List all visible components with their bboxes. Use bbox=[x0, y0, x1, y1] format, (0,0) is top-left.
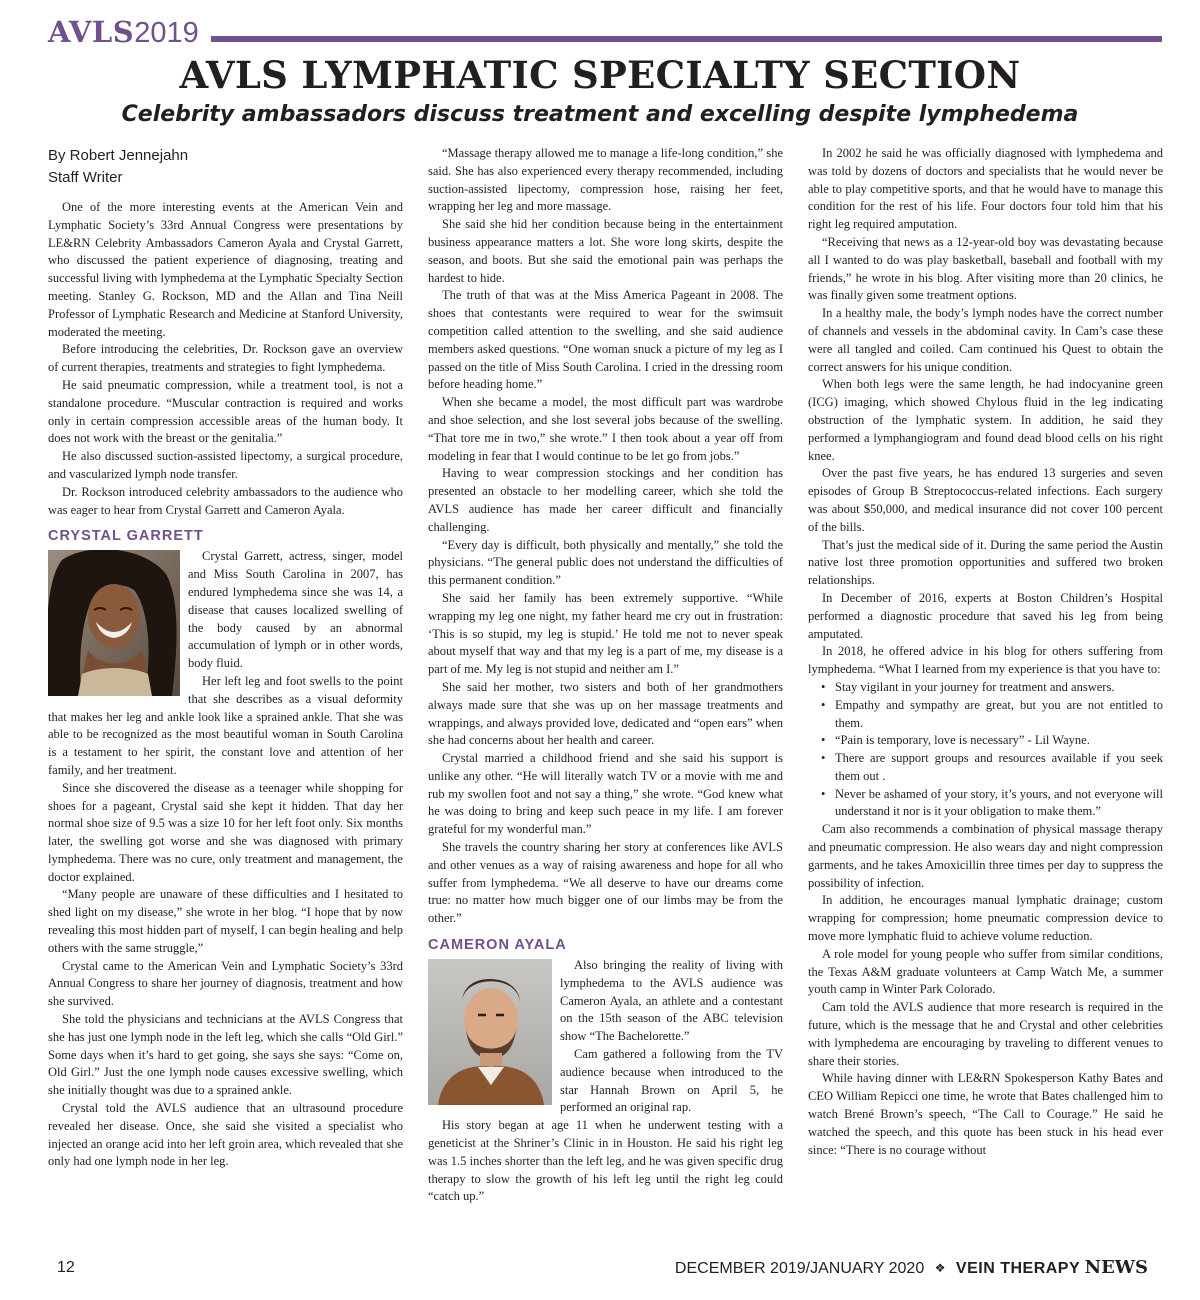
list-item: • Empathy and sympathy are great, but you are not entitled to them. bbox=[808, 697, 1163, 733]
header-rule bbox=[211, 36, 1162, 42]
subhead-cameron-ayala: CAMERON AYALA bbox=[428, 937, 567, 954]
paragraph: When she became a model, the most difficult part was wardrobe and shoe selection, and she lost several jobs because of the swelling. “That tore me in two,” she wrote.” I then took about a year off from modeling in fear that I would continue to be let go from jobs.” bbox=[428, 395, 783, 463]
byline-author: By Robert Jennejahn bbox=[48, 147, 189, 164]
page-header bbox=[48, 14, 1162, 48]
column-2 bbox=[428, 145, 783, 1206]
avls-brand bbox=[48, 16, 199, 49]
paragraph: His story began at age 11 when he underwent testing with a geneticist at the Shriner’s Clinic in in Houston. He said his right leg was 1.5 inches shorter than the left leg, and he was given specific drug therapy to slow the growth of his left leg until the right leg could “catch up.” bbox=[428, 1118, 783, 1204]
paragraph: In December of 2016, experts at Boston Children’s Hospital performed a diagnostic procedure that saved his leg from being amputated. bbox=[808, 590, 1163, 641]
paragraph: Over the past five years, he has endured 13 surgeries and seven episodes of Group B Streptococcus-related infections. Each surgery was about $50,000, and medical insurance did not cover 100 percent of the bills. bbox=[808, 466, 1163, 534]
page-footer bbox=[48, 1257, 1162, 1281]
brand-avls: AVLS bbox=[48, 15, 135, 49]
paragraph: Crystal came to the American Vein and Lymphatic Society’s 33rd Annual Congress to share her journey of diagnosis, treatment and how she survived. bbox=[48, 958, 403, 1009]
paragraph: In 2002 he said he was officially diagnosed with lymphedema and was told by dozens of doctors and specialists that he would never be able to play competitive sports, and that he would have to manage this condition for the rest of his life. Four doctors four told him that his right leg required amputation. bbox=[808, 146, 1163, 232]
crystal-garrett-photo bbox=[48, 550, 180, 696]
diamond-ornament-icon: ❖ bbox=[934, 1261, 946, 1275]
subhead-crystal-garrett: CRYSTAL GARRETT bbox=[48, 528, 204, 545]
paragraph: She told the physicians and technicians at the AVLS Congress that she has just one lymph node in the left leg, which she calls “Old Girl.” Some days when it’s hard to get going, she says she says: “Come on, Old Girl.” Just the one lymph node causes excessive swelling, which she initially thought was due to a sprained ankle. bbox=[48, 1012, 403, 1098]
paragraph: She travels the country sharing her story at conferences like AVLS and other venues as a way of raising awareness and hope for all who suffer from lymphedema. “We all deserve to have our dreams come true: no matter how much bigger one of our limbs may be from the other.” bbox=[428, 840, 783, 926]
paragraph: Crystal married a childhood friend and she said his support is unlike any other. “He will literally watch TV or a movie with me and rub my swollen foot and not say a thing,” she wrote. “God knew what he was doing to bring and keep such peace in my life. I am forever grateful for my wonderful man.” bbox=[428, 751, 783, 837]
page-number: 12 bbox=[57, 1259, 75, 1276]
list-item: • Stay vigilant in your journey for treatment and answers. bbox=[808, 679, 1163, 697]
byline-role: Staff Writer bbox=[48, 169, 123, 186]
article-subtitle: Celebrity ambassadors discuss treatment and excelling despite lymphedema bbox=[121, 102, 1079, 127]
paragraph: While having dinner with LE&RN Spokesperson Kathy Bates and CEO William Repicci one time, he wrote that Bates challenged him to watch Brené Brown’s speech, “The Call to Courage.” He said he watched the speech, and this quote has been stuck in his head ever since: “There is no courage without bbox=[808, 1071, 1163, 1157]
byline bbox=[48, 145, 403, 189]
paragraph: Crystal Garrett, actress, singer, model and Miss South Carolina in 2007, has endured lymphedema since she was 14, a disease that causes localized swelling of the body caused by an abnormal accumulation of lymph or in other words, body fluid. bbox=[188, 549, 403, 671]
cameron-ayala-photo bbox=[428, 959, 552, 1105]
section-title: AVLS LYMPHATIC SPECIALTY SECTION bbox=[179, 53, 1021, 97]
paragraph: Before introducing the celebrities, Dr. Rockson gave an overview of current therapies, treatments and strategies to fight lymphedema. bbox=[48, 342, 403, 375]
footer-issue bbox=[675, 1257, 1148, 1280]
brand-year: 2019 bbox=[134, 17, 199, 49]
paragraph: Having to wear compression stockings and her condition has presented an obstacle to her modelling career, which she told the AVLS audience has made her career difficult and financially challenging. bbox=[428, 466, 783, 534]
paragraph: In 2018, he offered advice in his blog for others suffering from lymphedema. “What I learned from my experience is that you have to: bbox=[808, 644, 1163, 677]
issue-date: DECEMBER 2019/JANUARY 2020 bbox=[674, 1260, 925, 1277]
paragraph: Cam told the AVLS audience that more research is required in the future, which is the message that he and Crystal and other celebrities with lymphedema are encouraging by traveling to different venues to share their stories. bbox=[808, 1000, 1163, 1068]
paragraph: “Receiving that news as a 12-year-old boy was devastating because all I wanted to do was play basketball, baseball and football with my friends,” he wrote in his blog. After visiting more than 20 clinics, he was finally given some treatment options. bbox=[808, 234, 1163, 303]
paragraph: In a healthy male, the body’s lymph nodes have the correct number of channels and vessels in the abdominal cavity. In Cam’s case these were all tangled and coiled. Cam continued his Quest to obtain the correct answers for his unique condition. bbox=[808, 306, 1163, 374]
paragraph: He also discussed suction-assisted lipectomy, a surgical procedure, and vascularized lymph node transfer. bbox=[48, 449, 403, 481]
paragraph: One of the more interesting events at the American Vein and Lymphatic Society’s 33rd Annual Congress were presentations by LE&RN Celebrity Ambassadors Cameron Ayala and Crystal Garrett, who discussed the patient experience of diagnosing, treating and successful living with lymphedema at the Lymphatic Specialty Section meeting. Stanley G. Rockson, MD and the Allan and Tina Neill Professor of Lymphatic Research and Medicine at Stanford University, moderated the meeting. bbox=[48, 200, 403, 339]
paragraph: She said she hid her condition because being in the entertainment business appearance matters a lot. She wore long skirts, despite the season, and boots. But she said the emotional pain was perhaps the hardest to hide. bbox=[428, 217, 783, 285]
paragraph: “Massage therapy allowed me to manage a life-long condition,” she said. She has also experienced every therapy recommended, including suction-assisted lipectomy, compression hose, raising her feet, wrapping her leg and more massage. bbox=[428, 146, 783, 214]
paragraph: Her left leg and foot swells to the point that she describes as a visual deformity that makes her leg and ankle look like a sprained ankle. That she was able to be recognized as the most beautiful woman in South Carolina is a testament to her spirit, the constant love and attention of her family, and her treatment. bbox=[48, 673, 403, 777]
paragraph: That’s just the medical side of it. During the same period the Austin native lost three promotion opportunities and suffered two broken relationships. bbox=[808, 537, 1163, 588]
paragraph: “Every day is difficult, both physically and mentally,” she told the physicians. “The general public does not understand the difficulties of this permanent condition.” bbox=[428, 537, 783, 588]
paragraph: The truth of that was at the Miss America Pageant in 2008. The shoes that contestants were required to wear for the swimsuit competition called attention to the swelling, and she said audience members asked questions. “One woman snuck a picture of my leg as I passed on the title of Miss South Carolina. I cried in the dressing room before heading home.” bbox=[428, 288, 783, 392]
paragraph: She said her family has been extremely supportive. “While wrapping my leg one night, my father heard me cry out in frustration: ‘This is so stupid, my leg is stupid.’ He told me not to never speak about myself that way and that my leg is a part of me, my disease is a part of me. My leg is not stupid and neither am I.” bbox=[428, 590, 783, 677]
list-item: • There are support groups and resources available if you seek them out . bbox=[808, 750, 1163, 786]
paragraph: A role model for young people who suffer from similar conditions, the Texas A&M graduate volunteers at Camp Watch Me, a summer youth camp in Winter Park Colorado. bbox=[808, 946, 1163, 997]
paragraph: Dr. Rockson introduced celebrity ambassadors to the audience who was eager to hear from Crystal Garrett and Cameron Ayala. bbox=[48, 484, 403, 517]
paragraph: She said her mother, two sisters and both of her grandmothers always made sure that she was up on her massage treatments and wrappings, and always provided love, dedicated and “open ears” when she had concerns about her health and career. bbox=[428, 679, 783, 748]
paragraph: In addition, he encourages manual lymphatic drainage; custom wrapping for compression; home pneumatic compression device to move more lymphatic fluid to achieve volume reduction. bbox=[808, 893, 1163, 944]
advice-list bbox=[808, 679, 1163, 821]
publication-news: NEWS bbox=[1084, 1257, 1148, 1278]
column-1 bbox=[48, 145, 403, 1171]
publication-name: VEIN THERAPY bbox=[955, 1260, 1081, 1277]
paragraph: “Many people are unaware of these difficulties and I hesitated to shed light on my disease,” she wrote in her blog. “I hope that by now revealing this most hidden part of myself, I can begin healing and help others with the same struggle,” bbox=[48, 887, 403, 955]
paragraph: Since she discovered the disease as a teenager while shopping for shoes for a pageant, Crystal said she kept it hidden. That day her normal shoe size of 9.5 was a size 10 for her left foot only. Six months later, the swelling got worse and she was diagnosed with primary lymphedema. There was no cure, only treatment and management, the doctor explained. bbox=[48, 780, 403, 884]
paragraph: Crystal told the AVLS audience that an ultrasound procedure revealed her disease. Once, she said she visited a specialist who injected an orange acid into her left groin area, which revealed that she only had one lymph node in her leg. bbox=[48, 1101, 403, 1169]
paragraph: Cam gathered a following from the TV audience because when introduced to the star Hannah Brown on April 5, he performed an original rap. bbox=[560, 1047, 783, 1115]
paragraph: Also bringing the reality of living with lymphedema to the AVLS audience was Cameron Ayala, an athlete and a contestant on the 15th season of the ABC television show “The Bachelorette.” bbox=[560, 958, 783, 1044]
paragraph: Cam also recommends a combination of physical massage therapy and pneumatic compression. He also wears day and night compression garments, and he takes Amoxicillin three times per day to suppress the possibility of infection. bbox=[808, 822, 1163, 890]
column-3 bbox=[808, 145, 1163, 1159]
paragraph: When both legs were the same length, he had indocyanine green (ICG) imaging, which showed Chylous fluid in the leg indicating obstruction of the lymphatic system. In addition, he said they performed a lymphangiogram and found dead blood cells on his right knee. bbox=[808, 377, 1163, 463]
paragraph: He said pneumatic compression, while a treatment tool, is not a standalone procedure. “Muscular contraction is required and works only in certain compression accessible areas of the human body. It does not work with the breast or the genitalia.” bbox=[48, 377, 403, 446]
list-item: • “Pain is temporary, love is necessary” - Lil Wayne. bbox=[808, 732, 1163, 750]
list-item: • Never be ashamed of your story, it’s yours, and not everyone will understand it nor is it your obligation to make them.” bbox=[808, 786, 1163, 822]
